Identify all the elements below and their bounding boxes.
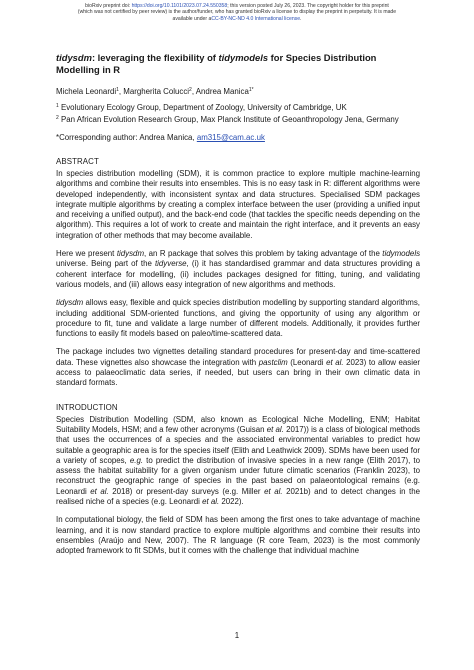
preprint-header-line-3: available under aCC-BY-NC-ND 4.0 International license. [172,15,302,22]
corresponding-email-link[interactable]: am315@cam.ac.uk [196,133,265,142]
paper-title: tidysdm: leveraging the flexibility of tidymodels for Species Distribution Modelling in R [56,52,377,75]
introduction-paragraph-1: Species Distribution Modelling (SDM, also known as Ecological Niche Modelling, ENM; Habitat Suitability Models, HSM; and a few other acronyms (Guisan et al. 2017)) is a class of biological methods that uses the occurrences of a species and the associated environmental variables to predict how suitable a geographic area is for the species itself (Elith and Leathwick 2009). SDMs have been used for a variety of scopes, e.g. to predict the distribution of invasive species in a new range (Elith 2017), to assess the habitat suitability for a given organism under future climatic scenarios (Franklin 2023), to reconstruct the geographic range of species in the past based on palaeontological remains (e.g. Leonardi et al. 2018) or present-day surveys (e.g. Miller et al. 2021b) and to detect changes in the realised niche of a species (e.g. Leonardi et al. 2022). [56,414,421,507]
doi-link[interactable]: https://doi.org/10.1101/2023.07.24.550358 [131,3,228,9]
abstract-paragraph-4: The package includes two vignettes detailing standard procedures for present-day and time-scattered data. These vignettes also showcase the integration with pastclim (Leonardi et al. 2023) to allow easier access to palaeoclimatic data series, if needed, but users can bring in their own climatic data in standard formats. [56,347,420,388]
page-number: 1 [234,631,240,640]
affiliation-1: $^1$ Evolutionary Ecology Group, Department of Zoology, University of Cambridge, UK [56,103,347,112]
abstract-heading: ABSTRACT [56,157,99,166]
abstract-paragraph-2: Here we present tidysdm, an R package that solves this problem by taking advantage of the tidymodels universe. Being part of the tidyverse, (i) it has standardised grammar and data structures providing a coherent interface for modelling, (ii) includes packages designed for fitting, tuning, and validating various models, and (iii) allows easy integration of new algorithms and methods. [56,249,421,289]
abstract-paragraph-3: tidysdm allows easy, flexible and quick species distribution modelling by supporting standard algorithms, including additional SDM-oriented functions, and giving the opportunity of using any algorithm or procedure to fit, tune and validate a large number of different models. Additionally, it provides further functions to easily fit models based on paleo/time-scattered data. [56,298,420,339]
affiliation-2: $^2$ Pan African Evolution Research Group, Max Planck Institute of Geoanthropology Jena, Germany [56,115,399,124]
abstract-paragraph-1: In species distribution modelling (SDM), it is common practice to explore multiple machine-learning algorithms and combine their results into ensembles. This is no easy task in R: different algorithms were developed independently, with inconsistent syntax and data structures. Specialised SDM packages integrate multiple algorithms by creating a complex interface between the user (providing a unified input and receiving a unified output), and the back-end code (that tackles the specific needs depending on the algorithm). This requires a lot of work to create and maintain the right interface, and it prevents an easy integration of other methods that may become available. [56,169,420,240]
corresponding-author: *Corresponding author: Andrea Manica, am315@cam.ac.uk [56,133,265,142]
preprint-header-line-1: bioRxiv preprint doi: https://doi.org/10.1101/2023.07.24.550358; this version posted July 26, 2023. The copyright holder for this preprint [85,3,389,9]
preprint-header-line-2: (which was not certified by peer review) is the author/funder, who has granted bioRxiv a license to display the preprint in perpetuity. It is made [77,9,397,16]
author-list: Michela Leonardi$^1$, Margherita Colucci$^2$, Andrea Manica$^{1*}$ [56,87,254,96]
affiliations [56,103,420,125]
preprint-header [0,3,474,22]
page-content [56,52,420,557]
license-link[interactable]: CC-BY-NC-ND 4.0 International license [211,15,301,22]
introduction-heading: INTRODUCTION [56,402,118,412]
introduction-paragraph-2: In computational biology, the field of SDM has been among the first ones to take advantage of machine learning, and it is now standard practice to explore multiple algorithms and combine their results into ensembles (Araújo and New, 2007). The R language (R core Team, 2023) is the most commonly adopted framework to fit SDMs, but it comes with the challenge that individual machine [56,515,420,556]
